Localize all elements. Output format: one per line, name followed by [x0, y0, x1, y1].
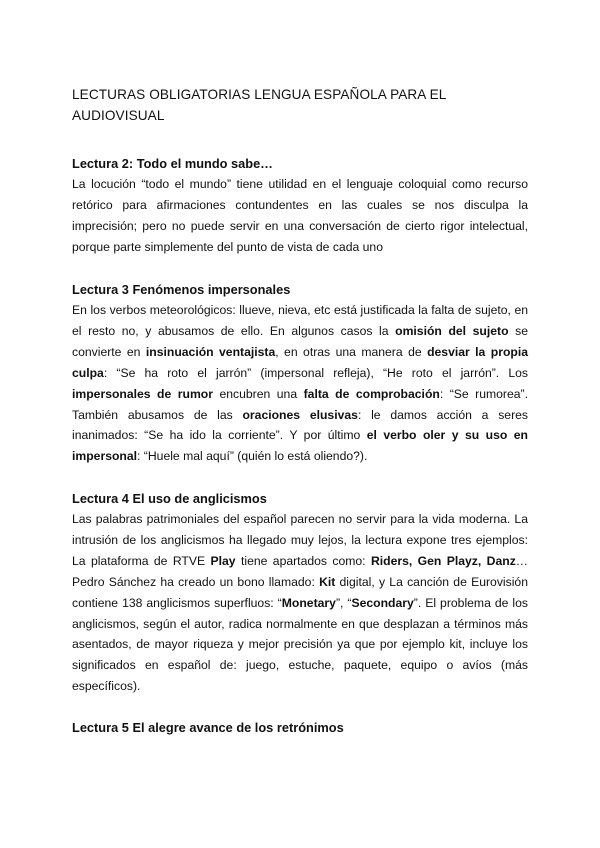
section-heading: Lectura 3 Fenómenos impersonales: [72, 282, 291, 297]
section-heading: Lectura 2: Todo el mundo sabe…: [72, 156, 273, 171]
document-title: LECTURAS OBLIGATORIAS LENGUA ESPAÑOLA PARA EL AUDIOVISUAL: [72, 87, 446, 123]
section-lectura-4: [72, 489, 528, 697]
section-paragraph: Las palabras patrimoniales del español parecen no servir para la vida moderna. La intrusión de los anglicismos ha llegado muy lejos, la lectura expone tres ejemplos: La plataforma de RTVE Play tiene apartados como: Riders, Gen Playz, Danz… Pedro Sánchez ha creado un bono llamado: Kit digital, y La canción de Eurovisión contiene 138 anglicismos superfluos: “Monetary”, “Secondary”. El problema de los anglicismos, según el autor, radica normalmente en que desplazan a términos más asentados, de mayor riqueza y mejor precisión ya que por ejemplo kit, incluye los significados en español de: juego, estuche, paquete, equipo o avíos (más específicos).: [72, 512, 528, 694]
section-paragraph: La locución “todo el mundo” tiene utilidad en el lenguaje coloquial como recurso retórico para afirmaciones contundentes en las cuales se nos disculpa la imprecisión; pero no puede servir en una conversación de cierto rigor intelectual, porque parte simplemente del punto de vista de cada uno: [72, 177, 528, 254]
section-paragraph: En los verbos meteorológicos: llueve, nieva, etc está justificada la falta de sujeto, en el resto no, y abusamos de ello. En algunos casos la omisión del sujeto se convierte en insinuación ventajista, en otras una manera de desviar la propia culpa: “Se ha roto el jarrón” (impersonal refleja), “He roto el jarrón”. Los impersonales de rumor encubren una falta de comprobación: “Se rumorea”. También abusamos de las oraciones elusivas: le damos acción a seres inanimados: “Se ha ido la corriente”. Y por último el verbo oler y su uso en impersonal: “Huele mal aquí” (quién lo está oliendo?).: [72, 303, 529, 464]
section-heading: Lectura 5 El alegre avance de los retrónimos: [72, 720, 344, 735]
section-lectura-5: [72, 718, 528, 738]
section-heading: Lectura 4 El uso de anglicismos: [72, 491, 267, 506]
section-lectura-3: [72, 280, 528, 467]
section-lectura-2: [72, 154, 528, 258]
